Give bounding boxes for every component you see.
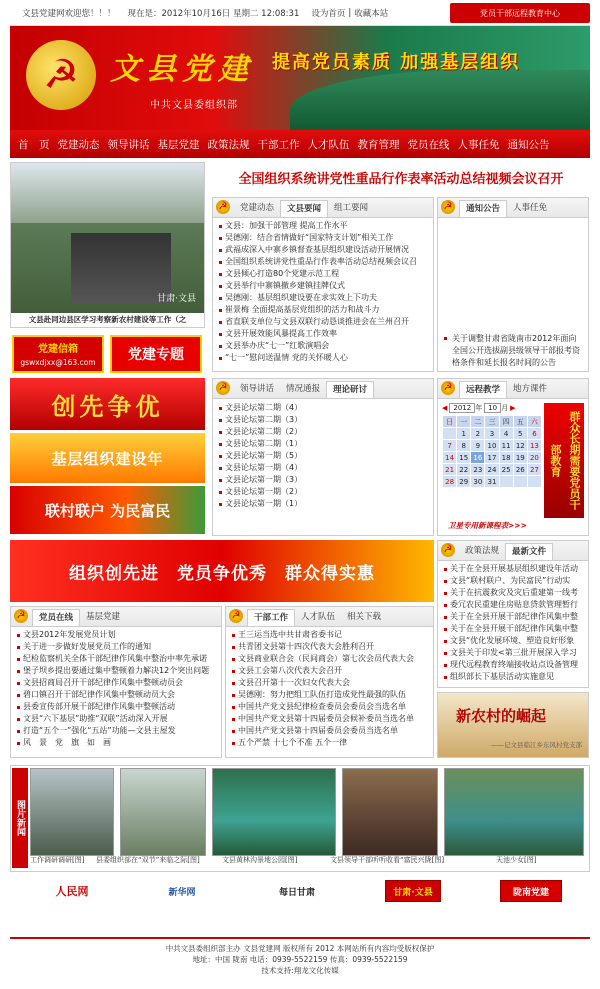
nav-item[interactable]: 党建动态 [57,138,100,151]
month-select[interactable]: 10 [484,403,501,413]
calendar-day[interactable]: 2 [471,428,485,440]
member-item[interactable]: 打造“五个一”强化“五站”功能—文县主屋发 [15,725,217,737]
news-item[interactable]: 吴德刚：基层组织建设要在求实效上下功夫 [217,292,429,304]
calendar-day[interactable]: 21 [443,464,457,476]
remote-edu-label: 党员干部远程教育中心 [480,8,560,18]
nav-item[interactable]: 党员在线 [407,138,450,151]
nav-item[interactable]: 干部工作 [257,138,300,151]
nav-item[interactable]: 政策法规 [207,138,250,151]
nav-item[interactable]: 首 页 [18,138,50,151]
calendar-weekday: 日 [443,416,457,428]
policy-tabs [438,541,588,561]
calendar-day[interactable]: 17 [485,452,499,464]
village-subtitle: ——记文县临江乡东风村党支部 [491,741,582,749]
cadre-list [226,627,433,751]
set-home-link[interactable]: 设为首页 [311,8,346,19]
prev-year-icon[interactable]: ◀ [442,404,448,412]
theory-item[interactable]: 文县论坛第一期（5） [217,450,429,462]
calendar-day[interactable]: 18 [499,452,513,464]
party-logo-icon: ☭ [216,381,230,395]
site-name: 文县党建 [110,52,254,87]
tab-local-courseware[interactable]: 地方课件 [513,384,548,394]
tab-leader-speech[interactable]: 领导讲话 [240,384,275,394]
calendar-day[interactable]: 12 [513,440,527,452]
calendar-day [499,476,513,488]
theory-item[interactable]: 文县论坛第二期（3） [217,414,429,426]
pic-caption-4[interactable]: 文县领导干部听听收看“富民兴陇[图] [330,856,445,864]
calendar-grid [442,415,542,488]
tab-grassroots[interactable]: 基层党建 [86,612,121,622]
party-logo-icon: ☭ [441,543,455,557]
cadre-item[interactable]: 文县工会第八次代表大会召开 [230,665,429,677]
theory-item[interactable]: 文县论坛第二期（2） [217,426,429,438]
calendar-day[interactable]: 29 [457,476,471,488]
calendar-day[interactable]: 5 [513,428,527,440]
policy-item[interactable]: 关于在全县开展基层组织建设年活动 [442,563,584,575]
tab-party-news[interactable]: 党建动态 [240,203,275,213]
cadre-tabs [226,607,433,627]
bookmark-link[interactable]: 收藏本站 [354,8,389,19]
cadre-item[interactable]: 五个严禁 十七个不准 五个一律 [230,737,429,749]
pic-thumb-2[interactable] [120,768,206,856]
tab-theory[interactable]: 理论研讨 [326,381,374,398]
cadre-item[interactable]: 共青团文县第十四次代表大会胜利召开 [230,641,429,653]
policy-item[interactable]: 文县关于印发<第三批开展深入学习 [442,647,584,659]
partner-people-label: 人民网 [55,885,89,898]
calendar-weekday: 六 [527,416,541,428]
tab-policy[interactable]: 政策法规 [465,546,500,556]
member-item[interactable]: 纪检监察机关全体干部纪律作风集中整治中率先承诺 [15,653,217,665]
calendar-day[interactable]: 28 [443,476,457,488]
headline-title[interactable]: 全国组织系统讲党性重品行作表率活动总结视频会议召开 [238,172,564,187]
cadre-panel [225,606,434,758]
member-item[interactable]: 县委宣传部开展干部纪律作风集中整顿活动 [15,701,217,713]
footer-copyright: 中共文县委组织部主办 文县党建网 版权所有 2012 本网站所有内容均受版权保护 [165,944,435,953]
calendar-weekday: 一 [457,416,471,428]
tab-notices[interactable]: 通知公告 [459,200,507,217]
party-logo-icon: ☭ [216,200,230,214]
policy-item[interactable]: 关于在全县开展干部纪律作风集中整 [442,623,584,635]
nav-item[interactable]: 人事任免 [457,138,500,151]
news-item[interactable]: 文县开展效能风暴提高工作效率 [217,328,429,340]
policy-list [438,561,588,685]
nav-item[interactable]: 通知公告 [507,138,550,151]
pic-caption-5[interactable]: 天池少女[图] [496,856,537,864]
party-emblem-icon: ☭ [26,40,96,110]
next-month-icon[interactable]: ▶ [510,404,516,412]
banner-villages[interactable] [10,486,205,534]
partner-gansu-daily-label: 每日甘肃 [278,887,315,898]
calendar-day[interactable]: 4 [499,428,513,440]
notice-tabs [438,198,588,218]
photo-watermark: 甘肃·文县 [157,294,196,304]
theory-item[interactable]: 文县论坛第二期（1） [217,438,429,450]
calendar-header [442,403,542,413]
cadre-item[interactable]: 中国共产党文县纪律检查委员会委员会当选名单 [230,701,429,713]
policy-item[interactable]: 现代远程教育终端接收站点设备管理 [442,659,584,671]
partner-xinhua-label: 新华网 [168,887,196,898]
notice-panel [437,197,589,372]
calendar-day[interactable]: 1 [457,428,471,440]
banner-villages-text: 联村联户 为民富民 [44,501,171,520]
mailbox-title: 党建信箱 [38,344,78,355]
tab-downloads[interactable]: 相关下载 [347,612,382,622]
news-item[interactable]: 文县倾心打造80个党建示范工程 [217,268,429,280]
satellite-schedule-link[interactable]: 卫星专用新课程表>>> [448,521,527,530]
bullet [444,337,447,340]
partner-longnan-label: 陇南党建 [512,887,549,898]
banner-slogan: 提高党员素质 加强基层组织 [272,52,521,73]
calendar-day[interactable]: 26 [513,464,527,476]
party-logo-icon: ☭ [441,200,455,214]
notice-item[interactable] [444,333,584,369]
calendar-day[interactable]: 8 [457,440,471,452]
theory-item[interactable]: 文县论坛第一期（1） [217,498,429,510]
wide-slogan-text: 组织创先进 党员争优秀 群众得实惠 [69,563,375,584]
year-select[interactable]: 2012 [449,403,475,413]
nav-item[interactable]: 领导讲话 [107,138,150,151]
calendar-day[interactable]: 25 [499,464,513,476]
member-item[interactable]: 堡子坝乡提出要通过集中整顿着力解决12个突出问题 [15,665,217,677]
news-list [213,218,433,366]
member-item[interactable]: 碧口镇召开干部纪律作风集中整顿动员大会 [15,689,217,701]
pic-thumb-4[interactable] [342,768,438,856]
theory-item[interactable]: 文县论坛第二期（4） [217,402,429,414]
member-item[interactable]: 文县2012年发展党员计划 [15,629,217,641]
news-item[interactable]: 吴德刚：结合省情做好“国家特支计划”相关工作 [217,232,429,244]
news-item[interactable]: “七一”慰问送温情 党的关怀暖人心 [217,352,429,364]
banner-org-year[interactable] [10,433,205,483]
partner-xinhua-link[interactable] [150,880,214,902]
pic-thumb-5[interactable] [444,768,584,856]
photo-people [71,233,171,303]
calendar [442,403,542,488]
policy-panel [437,540,589,688]
banner-excellence[interactable] [10,378,205,430]
banner-landscape [290,70,590,130]
policy-item[interactable]: 组织部长下基层活动实施意见 [442,671,584,683]
policy-item[interactable]: 关于在全县开展干部纪律作风集中整 [442,611,584,623]
remote-edu-panel [437,378,589,536]
year-unit: 年 [475,404,483,412]
cadre-item[interactable]: 中国共产党文县第十四届委员会候补委员当选名单 [230,713,429,725]
calendar-day [527,476,541,488]
theory-item[interactable]: 文县论坛第一期（2） [217,486,429,498]
calendar-day[interactable]: 16 [471,452,485,464]
news-item[interactable]: 文县：加强干部管理 提高工作水平 [217,220,429,232]
tab-county-news[interactable]: 文县要闻 [280,200,328,217]
partner-gansu-daily-link[interactable] [265,880,329,902]
calendar-day[interactable]: 9 [471,440,485,452]
calendar-weekday: 五 [513,416,527,428]
news-item[interactable]: 文县举办庆“七一”红歌演唱会 [217,340,429,352]
nav-item[interactable]: 教育管理 [357,138,400,151]
calendar-day[interactable]: 31 [485,476,499,488]
calendar-day[interactable]: 27 [527,464,541,476]
footer-tech-support: 技术支持:翔龙文化传媒 [261,966,339,975]
member-list [11,627,221,751]
pic-thumb-3[interactable] [212,768,336,856]
cadre-item[interactable]: 文县商业联合会（民间商会）第七次会员代表大会 [230,653,429,665]
news-item[interactable]: 武福成深入中寨乡镇督查基层组织建设活动开展情况 [217,244,429,256]
cadre-item[interactable]: 吴德刚：努力把组工队伍打造成党性最强的队伍 [230,689,429,701]
banner-org-year-text: 基层组织建设年 [51,449,164,468]
calendar-day[interactable]: 10 [485,440,499,452]
cadre-item[interactable]: 王三运当选中共甘肃省委书记 [230,629,429,641]
tab-remote-teaching[interactable]: 远程教学 [459,381,507,398]
footer-contact: 地址：中国 陇南 电话：0939-5522159 传真：0939-5522159 [192,955,408,964]
calendar-day[interactable]: 13 [527,440,541,452]
remote-edu-poster[interactable]: 群众长期需要党员干部教育 [544,403,584,518]
banner-excellence-text: 创先争优 [51,391,164,421]
mailbox-address: gswxdjxx@163.com [20,358,96,367]
news-tabs [213,198,433,218]
remote-tabs [438,379,588,399]
pic-caption-2[interactable]: 县委组织部在“双节”来临之际[图] [96,856,200,864]
theory-item[interactable]: 文县论坛第一期（4） [217,462,429,474]
topic-button[interactable] [110,335,202,373]
date-text: 现在是：2012年10月16日 星期二 12:08:31 [127,8,300,19]
calendar-day[interactable]: 15 [457,452,471,464]
top-bar [10,0,590,26]
headline-photo[interactable] [10,162,205,328]
calendar-day[interactable]: 6 [527,428,541,440]
member-item[interactable]: 关于进一步做好发展党员工作的通知 [15,641,217,653]
policy-item[interactable]: 文县“联村联户、为民富民”行动实 [442,575,584,587]
picture-news-label: 图片新闻 [12,768,28,868]
mailbox-button[interactable] [12,335,104,373]
policy-item[interactable]: 关于在抗震救灾及灾后重建第一线考 [442,587,584,599]
calendar-day[interactable]: 7 [443,440,457,452]
calendar-day[interactable]: 19 [513,452,527,464]
village-banner[interactable] [437,692,589,758]
month-unit: 月 [501,404,509,412]
calendar-weekday: 二 [471,416,485,428]
calendar-day[interactable]: 23 [471,464,485,476]
pic-caption-3[interactable]: 文县黄林沟景地公园[图] [222,856,298,864]
notice-text: 关于调整甘肃省陇南市2012年面向全国公开选拔副县级领导干部报考资格条件和延长报名时间的公告 [452,334,580,367]
tab-talent[interactable]: 人才队伍 [301,612,336,622]
news-item[interactable]: 省直联支单位与文县双联行动恳谈推进会在兰州召开 [217,316,429,328]
welcome-text: 文县党建网欢迎您！！！ [22,8,116,19]
member-item[interactable]: 风 景 党 旗 如 画 [15,737,217,749]
calendar-day[interactable]: 22 [457,464,471,476]
news-panel [212,197,434,372]
photo-sky [11,163,204,223]
calendar-day[interactable]: 20 [527,452,541,464]
topic-label: 党建专题 [128,347,184,363]
theory-item[interactable]: 文县论坛第一期（3） [217,474,429,486]
calendar-day[interactable]: 14 [443,452,457,464]
calendar-day [443,428,457,440]
policy-item[interactable]: 文县“优化发展环境、塑造良好形象 [442,635,584,647]
calendar-day [513,476,527,488]
member-item[interactable]: 文县招商局召开干部纪律作风集中整顿动员会 [15,677,217,689]
member-tabs [11,607,221,627]
nav-item[interactable]: 基层党建 [157,138,200,151]
party-logo-icon: ☭ [14,609,28,623]
site-banner [10,26,590,130]
pic-caption-1[interactable]: 工作调研调研[图] [30,856,85,864]
theory-panel [212,378,434,536]
tab-appointments[interactable]: 人事任免 [513,203,548,213]
pic-thumb-1[interactable] [30,768,114,856]
photo-caption: 文县赴同边县区学习考察新农村建设等工作（之 [11,313,204,327]
partner-wenxian-link[interactable] [385,880,441,902]
tab-cadre-work[interactable]: 干部工作 [247,609,295,626]
calendar-day[interactable]: 11 [499,440,513,452]
tab-org-news[interactable]: 组工要闻 [334,203,369,213]
wide-slogan-banner[interactable] [10,540,434,602]
nav-item[interactable]: 人才队伍 [307,138,350,151]
village-title: 新农村的崛起 [456,707,547,725]
dept-name: 中共文县委组织部 [150,100,238,111]
calendar-weekday: 四 [499,416,513,428]
footer [10,937,590,989]
news-item[interactable]: 崔景梅 全面提高基层党组织的活力和战斗力 [217,304,429,316]
news-item[interactable]: 文县举行中寨镇撤乡建镇挂牌仪式 [217,280,429,292]
calendar-day[interactable]: 3 [485,428,499,440]
partner-longnan-link[interactable] [500,880,562,902]
member-item[interactable]: 文县“六下基层”助推“双联”活动深入开展 [15,713,217,725]
tab-briefing[interactable]: 情况通报 [286,384,321,394]
cadre-item[interactable]: 文县召开第十一次妇女代表大会 [230,677,429,689]
theory-list [213,399,433,512]
calendar-day[interactable]: 30 [471,476,485,488]
member-panel [10,606,222,758]
partner-people-link[interactable] [40,880,104,902]
party-logo-icon: ☭ [441,381,455,395]
tab-latest-docs[interactable]: 最新文件 [505,543,553,560]
calendar-weekday: 三 [485,416,499,428]
policy-item[interactable]: 委冗农民重建住房贴息贷款管理暂行 [442,599,584,611]
separator: | [348,7,352,18]
party-logo-icon: ☭ [229,609,243,623]
tab-member-online[interactable]: 党员在线 [32,609,80,626]
remote-edu-link[interactable] [450,3,590,23]
partner-wenxian-label: 甘肃·文县 [393,887,433,898]
calendar-day[interactable]: 24 [485,464,499,476]
theory-tabs [213,379,433,399]
news-item[interactable]: 全国组织系统讲党性重品行作表率活动总结视频会议召 [217,256,429,268]
cadre-item[interactable]: 中国共产党文县第十四届委员会委员当选名单 [230,725,429,737]
main-nav [10,130,590,158]
